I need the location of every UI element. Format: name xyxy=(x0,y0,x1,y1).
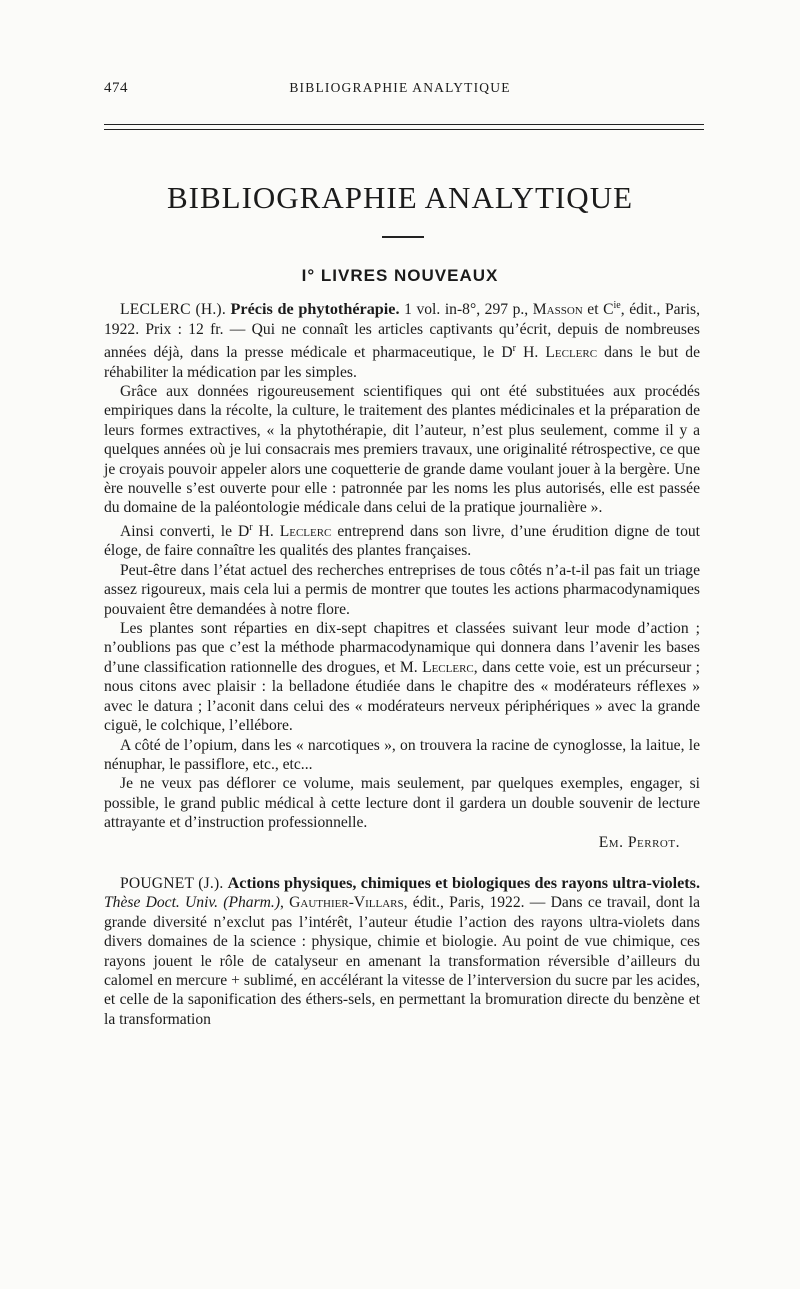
header-rule-top xyxy=(104,124,704,125)
review-1-paragraph-6: A côté de l’opium, dans les « narcotiques », on trouvera la racine de cynoglosse, la laitue, le nénuphar, le passiflore, etc., etc... xyxy=(104,736,700,773)
review-1-p3-sup: r xyxy=(249,521,253,533)
title-divider xyxy=(382,236,424,238)
review-1-p5-a: Les plantes sont réparties en dix-sept chapitres et classées suivant leur mode d’action ; n’oublions pas que c’est la méthode pharmacodynamique qui donnera dans l’avenir les bases d’une classification rationnelle des drogues, et M. xyxy=(104,620,700,676)
review-1-p5-name: Leclerc xyxy=(422,658,474,676)
review-1-details-b: et C xyxy=(582,301,614,319)
review-1-paragraph-7: Je ne veux pas déflorer ce volume, mais seulement, par quelques exemples, engager, si possible, le grand public médical à cette lecture dont il gardera un double souvenir de lecture attrayante et d’instruction professionnelle. xyxy=(104,775,700,832)
review-1-entry xyxy=(104,296,700,382)
review-1-signature: Em. Perrot. xyxy=(598,833,680,851)
review-1-p3-b: H. xyxy=(252,523,280,541)
page-number: 474 xyxy=(104,80,128,96)
review-2-book-title: Actions physiques, chimiques et biologiques des rayons ultra-violets. xyxy=(227,873,700,892)
header-rule-bottom xyxy=(104,129,704,130)
review-1-book-title: Précis de phytothérapie. xyxy=(230,300,400,319)
review-2-thesis: Thèse Doct. Univ. (Pharm.) xyxy=(104,894,281,912)
review-2-entry xyxy=(104,874,700,1029)
article-body xyxy=(104,296,700,1029)
review-1-paragraph-4: Peut-être dans l’état actuel des recherches entreprises de tous côtés n’a-t-il pas fait un triage assez rigoureux, mais cela lui a permis de montrer que toutes les actions pharmacodynamiques pouvaient être demandées à notre flore. xyxy=(104,561,700,618)
review-1-details-c: , édit., Paris, 1922. Prix : 12 fr. — Qui ne connaît les articles captivants qu’écrit, depuis de nombreuses années déjà, dans la presse médicale et pharmaceutique, le D xyxy=(104,301,701,362)
review-1-details-a: 1 vol. in-8°, 297 p., xyxy=(399,301,533,319)
review-1-details-sup: ie xyxy=(613,300,621,311)
review-1-dr-sup: r xyxy=(512,343,516,354)
review-1-details-d: H. xyxy=(515,344,546,362)
review-1-p5-b: , dans cette voie, est un précurseur ; nous citons avec plaisir : la belladone étudiée dans le chapitre des « modérateurs réflexes » avec le datura ; l’aconit dans celui des « modérateurs nerveux périphériques » avec la grande ciguë, le colchique, l’ellébore. xyxy=(104,658,700,735)
review-1-p3-c: entreprend dans son livre, d’une érudition digne de tout éloge, de faire connaître les qualités des plantes françaises. xyxy=(104,523,700,560)
review-1-paragraph-3 xyxy=(104,518,700,561)
review-1-p3-name: Leclerc xyxy=(279,523,332,541)
review-2-text: , édit., Paris, 1922. — Dans ce travail, dont la grande diversité n’exclut pas l’intérêt, l’auteur étudie l’action des rayons ultra-violets dans divers domaines de la science : physique, chimie et biologie. Au point de vue chimique, ces rayons jouent le rôle de catalyseur en amenant la transformation réversible d’ailleurs du calomel en mercure + sublimé, en accélérant la vitesse de l’interversion du sucre par les acides, et celle de la saponification des éthers-sels, en permettant la bromuration directe du benzène et la transformation xyxy=(104,894,701,1028)
section-heading: I° LIVRES NOUVEAUX xyxy=(301,266,499,285)
review-1-p3-a: Ainsi converti, le D xyxy=(120,523,250,541)
review-1-publisher: Masson xyxy=(532,301,583,319)
review-1-paragraph-2: Grâce aux données rigoureusement scientifiques qui ont été substituées aux procédés empiriques dans la récolte, la culture, le traitement des plantes médicinales et la préparation de leurs formes extractives, « la phytothérapie, dit l’auteur, n’est plus seulement, comme il y a quelques années où je lui consacrais mes premiers travaux, une originalité rétrospective, ce que je croyais pouvoir appeler alors une coquetterie de grande dame voulant jouer à la bergère. Une ère nouvelle s’est ouverte pour elle : patronnée par les noms les plus autorisés, elle est passée du domaine de la paléontologie médicale dans celui de la pratique journalière ». xyxy=(104,383,700,517)
review-2-author: POUGNET (J.). xyxy=(120,874,224,892)
review-1-paragraph-5 xyxy=(104,619,700,735)
review-2-sep: , xyxy=(280,894,290,912)
review-1-author: LECLERC (H.). xyxy=(120,301,226,319)
review-2-publisher: Gauthier-Villars xyxy=(289,894,404,912)
page-title: BIBLIOGRAPHIE ANALYTIQUE xyxy=(166,180,634,215)
running-title: BIBLIOGRAPHIE ANALYTIQUE xyxy=(289,80,511,95)
review-1-details-e: dans le but de réhabiliter la médication par les simples. xyxy=(104,344,700,381)
review-1-name: Leclerc xyxy=(545,344,598,362)
running-head xyxy=(0,80,800,100)
